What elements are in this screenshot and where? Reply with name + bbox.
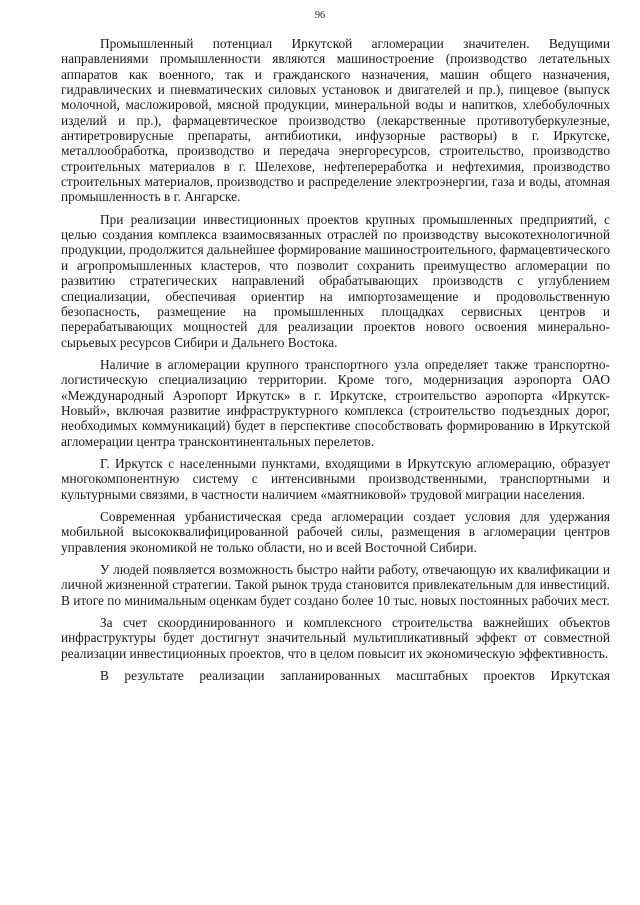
paragraph-urban-environment: Современная урбанистическая среда агломерации создает условия для удержания мобильной высококвалифицированной рабочей силы, размещения в агломерации центров управления экономикой не только области, но и всей Восточной Сибири. — [61, 508, 610, 555]
paragraph-infrastructure-effect: За счет скоординированного и комплексного строительства важнейших объектов инфраструктуры будет достигнут значительный мультипликативный эффект от совместной реализации инвестиционных проектов, что в целом повысит их экономическую эффективность. — [61, 615, 610, 661]
paragraph-labor-market: У людей появляется возможность быстро найти работу, отвечающую их квалификации и личной жизненной стратегии. Такой рынок труда становится привлекательным для инвестиций. В итоге по минимальным оценкам будет создано более 10 тыс. новых постоянных рабочих мест. — [61, 562, 610, 608]
document-body — [61, 36, 610, 683]
paragraph-investment-projects: При реализации инвестиционных проектов крупных промышленных предприятий, с целью создания комплекса взаимосвязанных отраслей по производству высокотехнологичной продукции, продолжится дальнейшее формирование машиностроительного, фармацевтического и агропромышленных кластеров, что позволит сохранить преимущество агломерации по развитию стратегических направлений обрабатывающих производств с углублением специализации, обеспечивая ориентир на импортозамещение и продовольственную безопасность, размещение на промышленных площадках сервисных центров и перерабатывающих мощностей для реализации проектов нового освоения минерально-сырьевых ресурсов Сибири и Дальнего Востока. — [61, 211, 611, 350]
paragraph-industrial-potential: Промышленный потенциал Иркутской агломерации значителен. Ведущими направлениями промышленности являются машиностроение (производство летательных аппаратов как военного, так и гражданского назначения, машин общего назначения, гидравлических и пневматических силовых установок и двигателей и пр.), пищевое (выпуск молочной, масложировой, мясной продукции, минеральной воды и напитков, хлебобулочных изделий и пр.), фармацевтическое производство (лекарственные противотуберкулезные, антиретровирусные препараты, антибиотики, инфузорные растворы) в г. Иркутске, металлообработка, производство и передача энергоресурсов, строительство, производство строительных материалов в г. Шелехове, нефтепереработка и нефтехимия, производство строительных материалов, производство и распределение электроэнергии, газа и воды, атомная промышленность в г. Ангарске. — [61, 36, 610, 205]
paragraph-transport-hub: Наличие в агломерации крупного транспортного узла определяет также транспортно-логистическую специализацию территории. Кроме того, модернизация аэропорта ОАО «Международный Аэропорт Иркутск» в г. Иркутске, строительство аэропорта «Иркутск-Новый», включая развитие инфраструктурного комплекса (строительство подъездных дорог, необходимых коммуникаций) будет в перспективе способствовать формированию в Иркутской агломерации центра трансконтинентальных перелетов. — [61, 356, 610, 449]
paragraph-labor-migration: Г. Иркутск с населенными пунктами, входящими в Иркутскую агломерацию, образует многокомпонентную систему с интенсивными производственными, транспортными и культурными связями, в частности наличием «маятниковой» трудовой миграции населения. — [61, 455, 610, 502]
paragraph-results: В результате реализации запланированных масштабных проектов Иркутская — [100, 668, 610, 684]
page-number: 96 — [315, 10, 325, 21]
